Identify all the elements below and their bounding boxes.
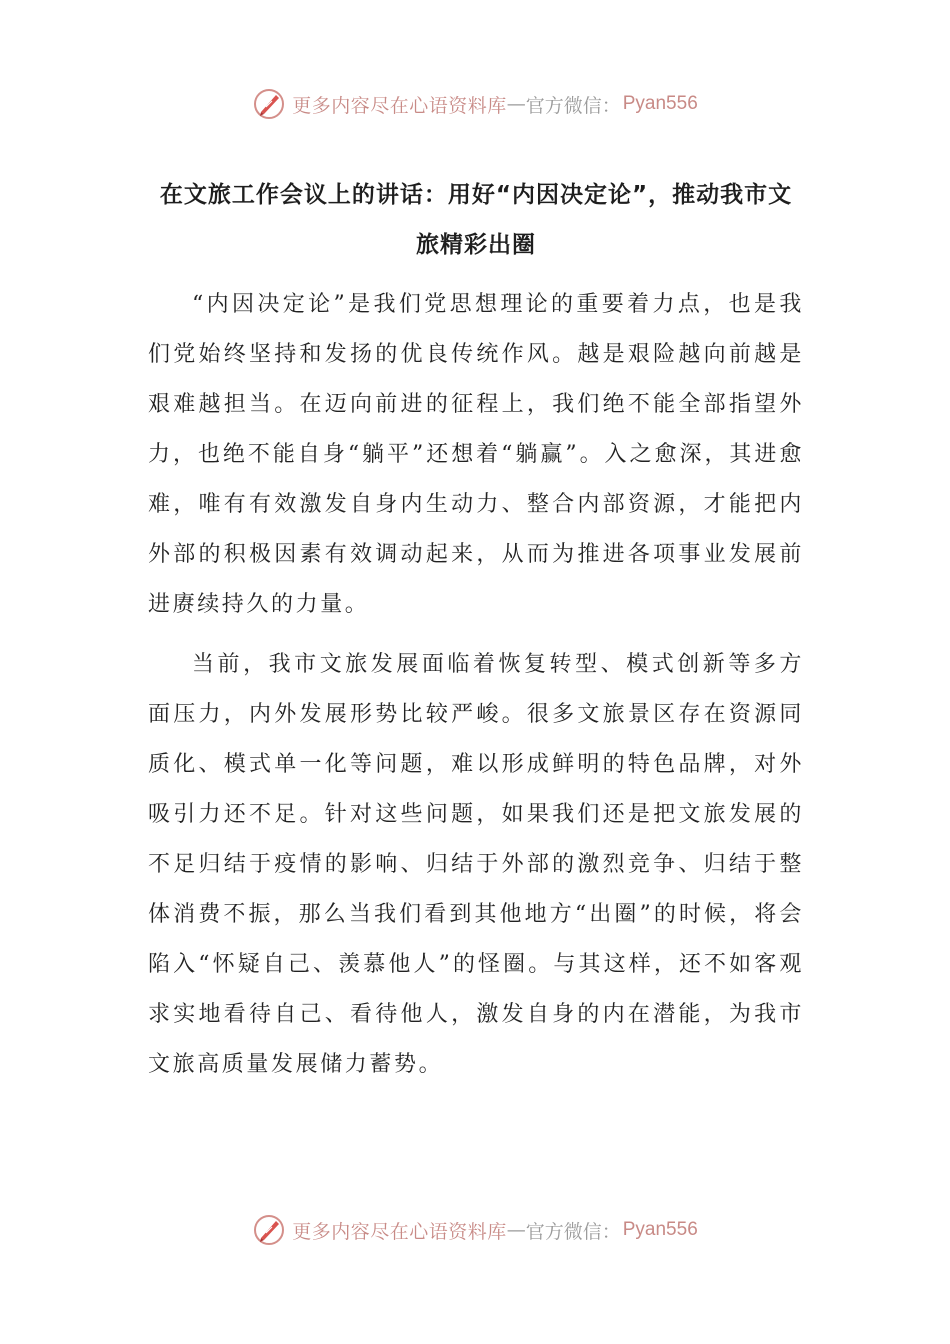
header-banner: [0, 82, 950, 126]
banner-wechat-id: Pyan556: [622, 93, 698, 114]
banner-site-name: 更多内容尽在心语资料库: [292, 94, 507, 117]
banner-site-name: 更多内容尽在心语资料库: [292, 1220, 507, 1243]
quill-pen-icon: [252, 87, 286, 121]
quill-pen-icon: [252, 1213, 286, 1247]
document-title: 在文旅工作会议上的讲话：用好“内因决定论”，推动我市文旅精彩出圈: [159, 182, 793, 258]
paragraph: 当前，我市文旅发展面临着恢复转型、模式创新等多方面压力，内外发展形势比较严峻。很多文旅景区存在资源同质化、模式单一化等问题，难以形成鲜明的特色品牌，对外吸引力还不足。针对这些问题，如果我们还是把文旅发展的不足归结于疫情的影响、归结于外部的激烈竞争、归结于整体消费不振，那么当我们看到其他地方“出圈”的时候，将会陷入“怀疑自己、羡慕他人”的怪圈。与其这样，还不如客观求实地看待自己、看待他人，激发自身的内在潜能，为我市文旅高质量发展储力蓄势。: [148, 652, 804, 1077]
banner-wechat-label: 官方微信：: [525, 94, 621, 117]
banner-separator: —: [506, 1219, 526, 1241]
banner-separator: —: [506, 93, 526, 115]
document-body: [148, 280, 804, 1100]
banner-wechat-label: 官方微信：: [525, 1220, 621, 1243]
footer-banner: [0, 1208, 950, 1252]
banner-wechat-id: Pyan556: [622, 1219, 698, 1240]
paragraph: “内因决定论”是我们党思想理论的重要着力点，也是我们党始终坚持和发扬的优良传统作风。越是艰险越向前越是艰难越担当。在迈向前进的征程上，我们绝不能全部指望外力，也绝不能自身“躺平”还想着“躺赢”。入之愈深，其进愈难，唯有有效激发自身内生动力、整合内部资源，才能把内外部的积极因素有效调动起来，从而为推进各项事业发展前进赓续持久的力量。: [148, 292, 804, 617]
